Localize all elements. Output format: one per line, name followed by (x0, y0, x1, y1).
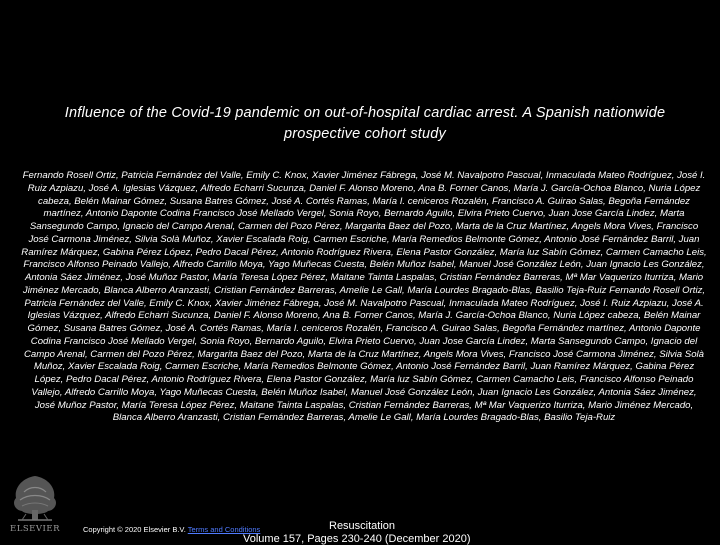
journal-name: Resuscitation (329, 520, 396, 532)
elsevier-logo-text: ELSEVIER (10, 524, 60, 534)
slide-title: Influence of the Covid-19 pandemic on out-of-hospital cardiac arrest. A Spanish nationwide prospective cohort study (64, 105, 666, 142)
author-list: Fernando Rosell Ortiz, Patricia Fernández del Valle, Emily C. Knox, Xavier Jiménez Fábrega, José M. Navalpotro Pascual, Inmaculada Mateo Rodríguez, José I. Ruiz Azpiazu, José A. Iglesias Vázquez, Alfredo Echarri Sucunza, Daniel F. Alonso Moreno, Ana B. Forner Canos, María J. García-Ochoa Blanco, Nuria López cabeza, Belén Mainar Gómez, Susana Batres Gómez, José A. Cortés Ramas, María I. ceniceros Rozalén, Francisco A. Guirao Salas, Begoña Fernández martínez, Antonio Daponte Codina Francisco José Mellado Vergel, Sonia Royo, Bernardo Aguilo, Elvira Prieto Cuervo, Juan Jose García Lindez, Marta Sansegundo Campo, Ignacio del Campo Arenal, Carmen del Pozo Pérez, Margarita Baez del Pozo, Marta de la Cruz Martínez, Angels Mora Vives, Francisco José Carmona Jiménez, Silvia Solà Muñoz, Xavier Escalada Roig, Carmen Escriche, María Remedios Belmonte Gómez, Antonio José Fernández Barril, Juan Ramírez Márquez, Gabina Pérez López, Pedro Dacal Pérez, Antonio Rodríguez Rivera, Elena Pastor González, María luz Sabín Gómez, Carmen Camacho Leis, Francisco Alfonso Peinado Vallejo, Alfredo Carrillo Moya, Yago Muñecas Cuesta, Belén Muñoz Isabel, Manuel José González León, Juan Ignacio Les González, Antonia Sáez Jiménez, José Muñoz Pastor, María Teresa López Pérez, Maitane Tainta Laspalas, Cristian Fernández Barreras, Mª Mar Vaquerizo Iturriza, Mario Jiménez Mercado, Blanca Alberro Aranzasti, Cristian Fernández Barreras, Amelie Le Gall, María Lourdes Bragado-Blas, Basilio Teja-Ruiz Fernando Rosell Ortiz, Patricia Fernández del Valle, Emily C. Knox, Xavier Jiménez Fábrega, José M. Navalpotro Pascual, Inmaculada Mateo Rodríguez, José I. Ruiz Azpiazu, José A. Iglesias Vázquez, Alfredo Echarri Sucunza, Daniel F. Alonso Moreno, Ana B. Forner Canos, María J. García-Ochoa Blanco, Nuria López cabeza, Belén Mainar Gómez, Susana Batres Gómez, José A. Cortés Ramas, María I. ceniceros Rozalén, Francisco A. Guirao Salas, Begoña Fernández martínez, Antonio Daponte Codina Francisco José Mellado Vergel, Sonia Royo, Bernardo Aguilo, Elvira Prieto Cuervo, Juan Jose García Lindez, Marta Sansegundo Campo, Ignacio del Campo Arenal, Carmen del Pozo Pérez, Margarita Baez del Pozo, Marta de la Cruz Martínez, Angels Mora Vives, Francisco José Carmona Jiménez, Silvia Solà Muñoz, Xavier Escalada Roig, Carmen Escriche, María Remedios Belmonte Gómez, Antonio José Fernández Barril, Juan Ramírez Márquez, Gabina Pérez López, Pedro Dacal Pérez, Antonio Rodríguez Rivera, Elena Pastor González, María luz Sabín Gómez, Carmen Camacho Leis, Francisco Alfonso Peinado Vallejo, Alfredo Carrillo Moya, Yago Muñecas Cuesta, Belén Muñoz Isabel, Manuel José González León, Juan Ignacio Les González, Antonia Sáez Jiménez, José Muñoz Pastor, María Teresa López Pérez, Maitane Tainta Laspalas, Cristian Fernández Barreras, Mª Mar Vaquerizo Iturriza, Mario Jiménez Mercado, Blanca Alberro Aranzasti, Cristian Fernández Barreras, Amelie Le Gall, María Lourdes Bragado-Blas, Basilio Teja-Ruiz (21, 170, 707, 424)
copyright-line (83, 525, 260, 534)
elsevier-logo (4, 468, 66, 538)
volume-info: Volume 157, Pages 230-240 (December 2020) (243, 533, 471, 545)
terms-link[interactable]: Terms and Conditions (187, 525, 261, 534)
copyright-text: Copyright © 2020 Elsevier B.V. (83, 525, 186, 534)
